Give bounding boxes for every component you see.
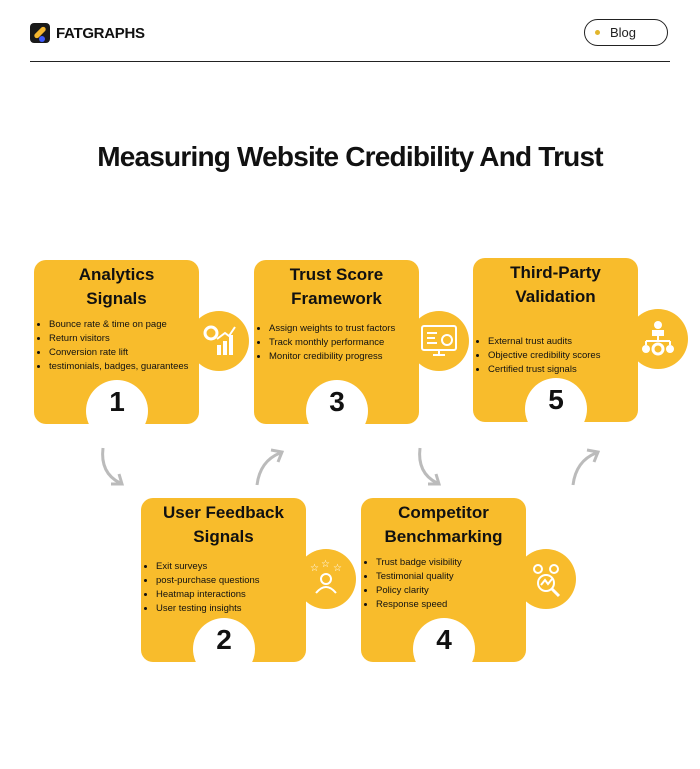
step-title: User Feedback Signals — [163, 503, 284, 546]
step-list — [34, 318, 199, 374]
step-number: 2 — [193, 618, 255, 680]
arrow-icon — [252, 445, 287, 490]
step-card-5 — [473, 258, 638, 422]
list-item: • Conversion rate lift — [49, 346, 199, 360]
step-title: Competitor Benchmarking — [384, 503, 503, 546]
page-title: Measuring Website Credibility And Trust — [97, 141, 603, 172]
step-list — [361, 556, 526, 612]
arrow-icon — [95, 445, 130, 490]
list-item: • Testimonial quality — [376, 570, 526, 584]
list-item: • Track monthly performance — [269, 336, 419, 350]
list-item: • Exit surveys — [156, 560, 306, 574]
step-number: 1 — [86, 380, 148, 442]
step-number: 3 — [306, 380, 368, 442]
blog-label: Blog — [610, 25, 637, 40]
blog-button[interactable] — [584, 19, 668, 46]
step-card-4 — [361, 498, 526, 662]
list-item: • Response speed — [376, 598, 526, 612]
list-item: • testimonials, badges, guarantees — [49, 360, 199, 374]
svg-text:☆: ☆ — [321, 559, 330, 570]
step-card-2 — [141, 498, 342, 662]
list-item: • Return visitors — [49, 332, 199, 346]
list-item: • External trust audits — [488, 335, 638, 349]
svg-text:☆: ☆ — [333, 563, 342, 574]
arrow-icon — [568, 445, 603, 490]
arrow-icon — [412, 445, 447, 490]
list-item: • Monitor credibility progress — [269, 350, 419, 364]
list-item: • Trust badge visibility — [376, 556, 526, 570]
step-card-1 — [34, 260, 199, 424]
step-title: Analytics Signals — [78, 265, 155, 308]
divider — [30, 61, 670, 62]
step-title: Third-Party Validation — [510, 263, 601, 306]
step-list — [473, 335, 638, 377]
list-item: • Objective credibility scores — [488, 349, 638, 363]
list-item: • post-purchase questions — [156, 574, 306, 588]
step-title: Trust Score Framework — [289, 265, 384, 308]
step-list — [141, 560, 306, 616]
brand-logo[interactable] — [30, 23, 145, 43]
list-item: • Certified trust signals — [488, 363, 638, 377]
list-item: • Bounce rate & time on page — [49, 318, 199, 332]
step-card-3 — [254, 260, 419, 424]
svg-text:☆: ☆ — [310, 563, 319, 574]
step-list — [254, 322, 419, 364]
step-number: 5 — [525, 378, 587, 440]
list-item: • User testing insights — [156, 602, 306, 616]
list-item: • Heatmap interactions — [156, 588, 306, 602]
list-item: • Policy clarity — [376, 584, 526, 598]
step-number: 4 — [413, 618, 475, 680]
brand-name: FATGRAPHS — [56, 24, 145, 42]
list-item: • Assign weights to trust factors — [269, 322, 419, 336]
logo-icon — [30, 23, 50, 43]
dot-icon — [595, 30, 600, 35]
